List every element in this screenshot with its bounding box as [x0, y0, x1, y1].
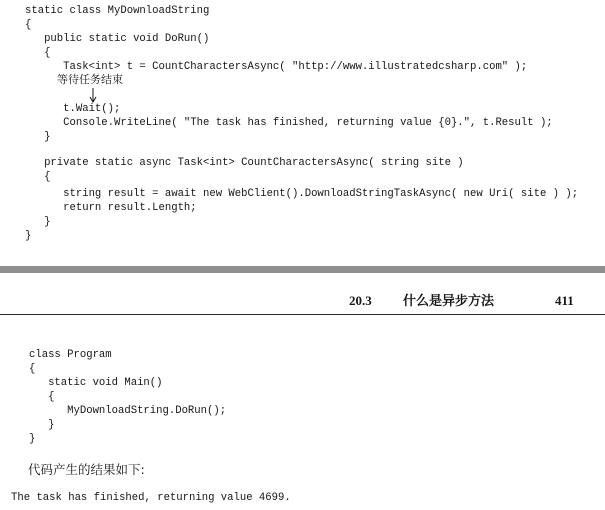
down-arrow-icon [88, 87, 98, 104]
page-break-band [0, 266, 605, 273]
upper-code-line: private static async Task<int> CountCharactersAsync( string site ) [25, 157, 464, 169]
upper-code-line: } [25, 230, 32, 242]
lower-code-line: } [29, 419, 55, 431]
upper-code-line: public static void DoRun() [25, 33, 210, 45]
upper-code-line: } [25, 131, 51, 143]
page-number: 411 [555, 293, 574, 308]
lower-code-line: class Program [29, 349, 112, 361]
lower-code-line: { [29, 391, 55, 403]
upper-code-line: return result.Length; [25, 202, 197, 214]
header-rule [0, 314, 605, 315]
upper-code-line: { [25, 47, 51, 59]
upper-code-line: } [25, 216, 51, 228]
upper-code-line: t.Wait(); [25, 103, 121, 115]
upper-code-line: { [25, 171, 51, 183]
lower-code-line: static void Main() [29, 377, 163, 389]
lower-code-line: { [29, 363, 36, 375]
section-number: 20.3 [349, 293, 372, 308]
section-title: 什么是异步方法 [403, 293, 495, 308]
upper-code-line: Task<int> t = CountCharactersAsync( "http://www.illustratedcsharp.com" ); [25, 61, 528, 73]
upper-code-line: string result = await new WebClient().DownloadStringTaskAsync( new Uri( site ) ); [25, 188, 579, 200]
result-heading: 代码产生的结果如下: [28, 462, 145, 477]
upper-code-line: { [25, 19, 32, 31]
wait-annotation: 等待任务结束 [57, 73, 123, 86]
upper-code-line: static class MyDownloadString [25, 5, 210, 17]
lower-code-line: } [29, 433, 36, 445]
upper-code-line: Console.WriteLine( "The task has finished, returning value {0}.", t.Result ); [25, 117, 553, 129]
lower-code-line: MyDownloadString.DoRun(); [29, 405, 227, 417]
program-output: The task has finished, returning value 4699. [11, 492, 291, 504]
